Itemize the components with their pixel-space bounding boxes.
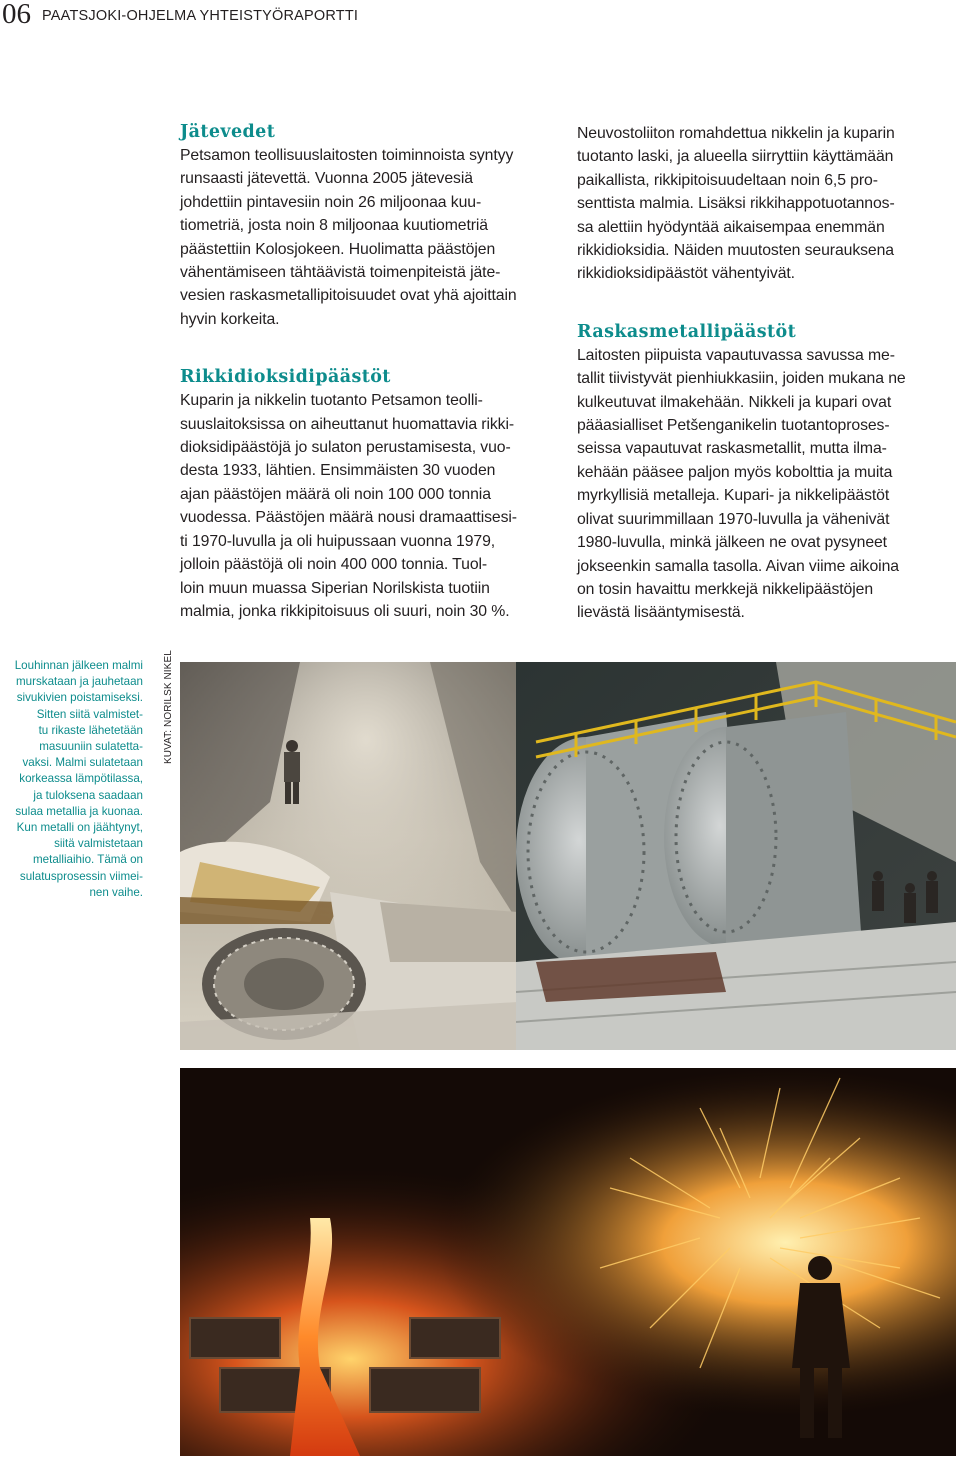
text-line: seissa vapautuvat raskasmetallit, mutta ilma- — [577, 440, 887, 458]
caption-line: Louhinnan jälkeen malmi — [14, 659, 143, 672]
section-body-rikkidioksidipaastot — [180, 389, 570, 623]
caption-line: siitä valmistetaan — [54, 837, 143, 851]
text-line: Kuparin ja nikkelin tuotanto Petsamon teolli- — [180, 392, 483, 410]
text-line: 1980-luvulla, minkä jälkeen ne ovat pysyneet — [577, 534, 887, 552]
text-line: vuodessa. Päästöjen määrä nousi dramaattisesi- — [180, 509, 517, 527]
photo-credit-text: KUVAT: NORILSK NIKEL — [163, 650, 174, 764]
section-title-jatevedet: Jätevedet — [180, 122, 276, 142]
caption-line: Sitten siitä valmistet- — [36, 707, 143, 721]
section-title-raskasmetallipaastot: Raskasmetallipäästöt — [577, 321, 797, 342]
text-line: tiometriä, josta noin 8 miljoonaa kuutiometriä — [180, 217, 488, 235]
section-body-jatevedet — [180, 144, 570, 331]
text-line: runsaasti jätevettä. Vuonna 2005 jätevesiä — [180, 170, 473, 188]
text-line: Neuvostoliiton romahdettua nikkelin ja kuparin — [577, 125, 895, 142]
text-line: jolloin päästöjä oli noin 400 000 tonnia. Tuol- — [180, 556, 488, 574]
text-line: vähentämiseen tähtäävistä toimenpiteistä jäte- — [180, 264, 501, 282]
text-line: dioksidipäästöjä jo sulaton perustamisesta, vuo- — [180, 439, 511, 457]
caption-line: murskataan ja jauhetaan — [16, 675, 143, 689]
photo-molten-metal-sparks — [180, 1068, 956, 1456]
caption-line: masuuniin sulatetta- — [39, 740, 143, 754]
text-line: paikallista, rikkipitoisuudeltaan noin 6,5 pro- — [577, 171, 878, 189]
caption-line: sulatusprosessin viimei- — [19, 869, 143, 883]
text-line: rikkidioksidipäästöt vähentyivät. — [577, 265, 795, 283]
caption-line: nen vaihe. — [89, 885, 143, 899]
right-text-column — [577, 122, 960, 625]
text-line: kehään pääsee paljon myös kobolttia ja muita — [577, 463, 893, 481]
text-line: pääasialliset Petšenganikelin tuotantoproses- — [577, 417, 890, 435]
caption-line: ja tuloksena saadaan — [33, 788, 143, 802]
text-line: senttista malmia. Lisäksi rikkihappotuotannos- — [577, 195, 895, 213]
text-line: malmia, jonka rikkipitoisuus oli suuri, noin 30 %. — [180, 602, 510, 620]
page-number: 06 — [2, 0, 31, 30]
text-line: vesien raskasmetallipitoisuudet ovat yhä ajoittain — [180, 287, 517, 305]
section-body-raskasmetallipaastot — [577, 344, 960, 625]
caption-line: korkeassa lämpötilassa, — [19, 772, 143, 786]
intro-paragraph — [577, 122, 960, 286]
page-header — [0, 0, 960, 32]
caption-line: vaksi. Malmi sulatetaan — [22, 756, 143, 770]
text-line: loin muun muassa Siperian Norilskista tuotiin — [180, 579, 490, 597]
running-head: PAATSJOKI-OHJELMA YHTEISTYÖRAPORTTI — [42, 8, 359, 24]
text-line: myrkyllisiä metalleja. Kupari- ja nikkelipäästöt — [577, 487, 890, 505]
caption-line: sivukivien poistamiseksi. — [16, 691, 143, 705]
text-line: ajan päästöjen määrä oli noin 100 000 tonnia — [180, 485, 491, 503]
text-line: Laitosten piipuista vapautuvassa savussa me- — [577, 346, 895, 364]
text-line: suuslaitoksissa on aiheuttanut huomattavia rikki- — [180, 415, 515, 433]
caption-line: metalliaihio. Tämä on — [33, 853, 143, 867]
photo-grinding-mills — [516, 662, 956, 1050]
photo-mine-loader — [180, 662, 518, 1050]
text-line: päästettiin Kolosjokeen. Huolimatta päästöjen — [180, 240, 496, 258]
text-line: tallit tiivistyvät pienhiukkasiin, joiden mukana ne — [577, 370, 906, 388]
mill-drum — [664, 712, 861, 947]
section-title-rikkidioksidipaastot: Rikkidioksidipäästöt — [180, 367, 391, 388]
caption-line: tu rikaste lähetetään — [38, 723, 143, 737]
text-line: desta 1933, lähtien. Ensimmäisten 30 vuoden — [180, 462, 496, 480]
text-line: on tosin havaittu merkkejä nikkelipäästöjen — [577, 580, 874, 598]
text-line: jokseenkin samalla tasolla. Aivan viime aikoina — [577, 557, 899, 575]
text-line: rikkidioksidia. Näiden muutosten seurauksena — [577, 242, 894, 260]
text-line: tuotanto laski, ja alueella siirryttiin käyttämään — [577, 148, 894, 166]
text-line: hyvin korkeita. — [180, 310, 280, 328]
photo-caption — [0, 658, 143, 901]
text-line: sa alettiin hyödyntää aikaisempaa enemmän — [577, 218, 885, 236]
caption-line: Kun metalli on jäähtynyt, — [16, 821, 143, 835]
caption-line: sulaa metallia ja kuonaa. — [15, 804, 143, 818]
text-line: lievästä lisääntymisestä. — [577, 604, 745, 622]
text-line: ti 1970-luvulla ja oli huipussaan vuonna 1979, — [180, 532, 496, 550]
left-text-column — [180, 120, 570, 623]
text-line: Petsamon teollisuuslaitosten toiminnoista syntyy — [180, 147, 514, 164]
text-line: olivat suurimmillaan 1970-luvulla ja vähenivät — [577, 510, 890, 528]
text-line: johdettiin pintavesiin noin 26 miljoonaa kuu- — [180, 193, 482, 211]
text-line: kulkeutuvat ilmakehään. Nikkeli ja kupari ovat — [577, 393, 892, 411]
